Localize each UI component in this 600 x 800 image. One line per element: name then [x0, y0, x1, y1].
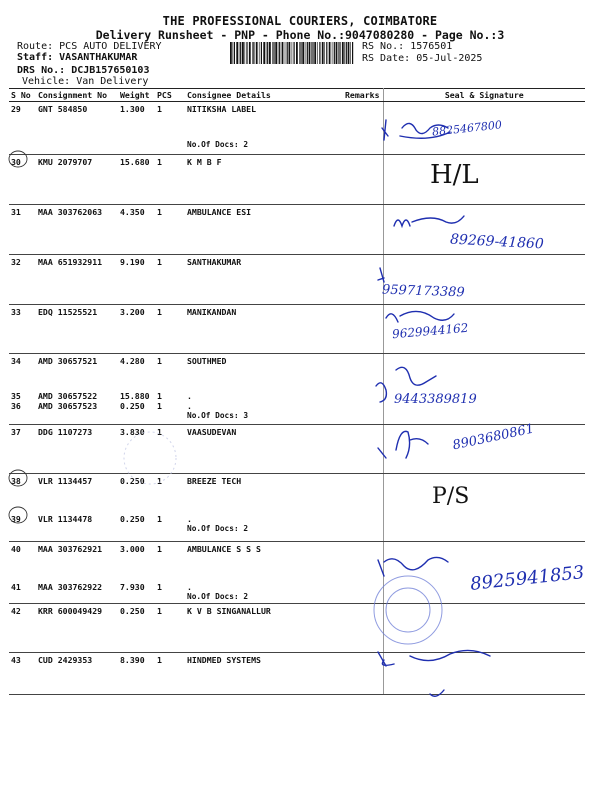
- row-remarks: [343, 354, 383, 425]
- route-label: Route:: [17, 41, 54, 52]
- row-consignment: MAA 303762063: [36, 205, 118, 255]
- barcode-bar: [324, 42, 325, 64]
- barcode-bar: [269, 42, 271, 64]
- barcode-bar: [259, 42, 260, 64]
- row-sno: 32: [9, 255, 36, 305]
- table-row: [9, 542, 585, 580]
- barcode-bar: [279, 42, 280, 64]
- handwritten-note: H/L: [430, 160, 479, 190]
- consignment-value: AMD 30657522: [38, 391, 98, 401]
- barcode-bar: [339, 42, 340, 64]
- barcode-bar: [266, 42, 267, 64]
- barcode-bar: [263, 42, 265, 64]
- consignment-value: AMD 30657521: [38, 356, 98, 366]
- table-row: [9, 255, 585, 305]
- row-seal: [383, 354, 585, 425]
- row-consignee: K M B F: [185, 155, 343, 205]
- barcode-bar: [311, 42, 312, 64]
- row-consignee: BREEZE TECH: [187, 476, 242, 486]
- row-sno: 30: [9, 155, 36, 205]
- barcode-bar: [309, 42, 311, 64]
- rs-date-line: [362, 53, 482, 64]
- row-consignee: [185, 512, 343, 542]
- pcs-value: 1: [157, 391, 162, 401]
- docs-count: No.Of Docs: 2: [187, 591, 249, 601]
- table-row: [9, 305, 585, 354]
- row-consignee: AMBULANCE ESI: [185, 205, 343, 255]
- row-seal: [383, 512, 585, 542]
- row-remarks: [343, 425, 383, 474]
- col-consignment: Consignment No: [36, 89, 118, 102]
- rs-no-line: [362, 41, 452, 52]
- barcode-bar: [253, 42, 254, 64]
- row-consignee: K V B SINGANALLUR: [185, 603, 343, 652]
- docs-count: No.Of Docs: 2: [187, 523, 249, 533]
- row-pcs: 1: [157, 476, 162, 486]
- col-sno: S No: [9, 89, 36, 102]
- row-seal: [383, 542, 585, 580]
- table-row: [9, 425, 585, 474]
- row-consignment: MAA 651932911: [36, 255, 118, 305]
- row-sno: 29: [9, 102, 36, 155]
- barcode-bar: [334, 42, 335, 64]
- barcode-bar: [285, 42, 286, 64]
- vehicle-value: Van Delivery: [76, 76, 149, 87]
- row-sno: 33: [9, 305, 36, 354]
- row-seal: [383, 474, 585, 512]
- row-weight: 7.930: [118, 580, 155, 604]
- barcode-bar: [326, 42, 327, 64]
- barcode-bar: [342, 42, 344, 64]
- table-row: [9, 580, 585, 604]
- row-sno: 41: [9, 580, 36, 604]
- barcode-bar: [246, 42, 247, 64]
- handwritten-phone: 9597173389: [381, 282, 465, 301]
- row-consignment: KRR 600049429: [36, 603, 118, 652]
- barcode-bar: [278, 42, 279, 64]
- row-remarks: [343, 155, 383, 205]
- barcode-bar: [305, 42, 306, 64]
- barcode-bar: [352, 42, 353, 64]
- row-seal: [383, 580, 585, 604]
- row-seal: [383, 305, 585, 354]
- barcode-bar: [329, 42, 331, 64]
- row-weight: 3.000: [120, 544, 145, 554]
- rs-date-label: RS Date:: [362, 53, 411, 64]
- row-sno: 39: [9, 512, 36, 542]
- row-seal: [383, 425, 585, 474]
- consignee-name: .: [187, 401, 192, 411]
- row-seal: [383, 102, 585, 155]
- table-row: [9, 652, 585, 694]
- col-remarks: Remarks: [343, 89, 383, 102]
- row-pcs: 1: [155, 512, 185, 542]
- barcode-bar: [245, 42, 246, 64]
- consignee-name: .: [187, 391, 192, 401]
- row-remarks: [343, 255, 383, 305]
- barcode-bar: [289, 42, 291, 64]
- row-consignee: VAASUDEVAN: [185, 425, 343, 474]
- barcode-bar: [292, 42, 293, 64]
- barcode-bar: [299, 42, 300, 64]
- row-remarks: [343, 652, 383, 694]
- route-value: PCS AUTO DELIVERY: [59, 41, 162, 52]
- barcode-bar: [233, 42, 234, 64]
- runsheet-title: Delivery Runsheet - PNP - Phone No.:9047080280 - Page No.:3: [95, 28, 505, 42]
- barcode-bar: [332, 42, 333, 64]
- barcode-image: [230, 42, 354, 64]
- barcode-bar: [240, 42, 241, 64]
- col-consignee: Consignee Details: [185, 89, 343, 102]
- row-weight: 4.350: [118, 205, 155, 255]
- barcode-bar: [296, 42, 298, 64]
- row-consignment: VLR 1134457: [38, 476, 93, 486]
- row-remarks: [343, 512, 383, 542]
- row-sno: [9, 354, 36, 425]
- row-consignment: CUD 2429353: [36, 652, 118, 694]
- barcode-bar: [338, 42, 339, 64]
- row-sno: 42: [9, 603, 36, 652]
- handwritten-phone: 9443389819: [394, 392, 477, 407]
- barcode-bar: [273, 42, 274, 64]
- table-row: [9, 512, 585, 542]
- barcode-bar: [236, 42, 238, 64]
- row-pcs: 1: [155, 255, 185, 305]
- barcode-bar: [234, 42, 235, 64]
- row-consignment: [36, 354, 118, 425]
- drs-line: [17, 65, 149, 76]
- barcode-bar: [287, 42, 288, 64]
- rs-no-label: RS No.:: [362, 41, 405, 52]
- row-consignee: [185, 580, 343, 604]
- row-consignee: AMBULANCE S S S: [187, 544, 261, 554]
- barcode-bar: [350, 42, 351, 64]
- row-weight: 0.250: [118, 603, 155, 652]
- row-seal: [383, 255, 585, 305]
- row-consignment: GNT 584850: [36, 102, 118, 155]
- barcode-bar: [348, 42, 350, 64]
- route-line: [17, 41, 162, 52]
- table-row: [9, 354, 585, 425]
- barcode-bar: [312, 42, 313, 64]
- col-pcs: PCS: [155, 89, 185, 102]
- consignee-name: .: [187, 581, 192, 592]
- row-consignee: HINDMED SYSTEMS: [185, 652, 343, 694]
- barcode-bar: [282, 42, 284, 64]
- handwritten-phone: 8825467800: [431, 118, 503, 139]
- consignee-name: .: [187, 513, 192, 524]
- row-consignee: SANTHAKUMAR: [185, 255, 343, 305]
- table-row: [9, 102, 585, 155]
- barcode-bar: [317, 42, 318, 64]
- row-consignment: VLR 1134478: [36, 512, 118, 542]
- row-pcs: 1: [155, 205, 185, 255]
- row-sno: 40: [11, 544, 21, 554]
- staff-value: VASANTHAKUMAR: [59, 52, 138, 63]
- row-consignee: MANIKANDAN: [185, 305, 343, 354]
- staff-line: [17, 52, 137, 63]
- consignee-name: SOUTHMED: [187, 356, 227, 366]
- row-remarks: [343, 474, 383, 512]
- row-weight: 9.190: [118, 255, 155, 305]
- row-weight: 3.200: [118, 305, 155, 354]
- barcode-bar: [336, 42, 338, 64]
- barcode-bar: [252, 42, 253, 64]
- rs-date-value: 05-Jul-2025: [416, 53, 483, 64]
- barcode-bar: [344, 42, 345, 64]
- row-consignment: EDQ 11525521: [36, 305, 118, 354]
- vehicle-label: Vehicle:: [22, 76, 71, 87]
- row-sno: 37: [9, 425, 36, 474]
- pcs-value: 1: [157, 356, 162, 366]
- row-weight: 1.300: [118, 102, 155, 155]
- row-weight: 15.680: [118, 155, 155, 205]
- table-row: [9, 603, 585, 652]
- barcode-bar: [230, 42, 232, 64]
- barcode-bar: [322, 42, 324, 64]
- barcode-bar: [314, 42, 316, 64]
- row-remarks: [343, 580, 383, 604]
- row-consignee: [185, 102, 343, 155]
- col-weight: Weight: [118, 89, 155, 102]
- company-title: THE PROFESSIONAL COURIERS, COIMBATORE: [162, 14, 438, 28]
- barcode-bar: [302, 42, 304, 64]
- row-pcs: 1: [155, 580, 185, 604]
- docs-count: No.Of Docs: 3: [187, 411, 249, 420]
- row-pcs: 1: [155, 425, 185, 474]
- sno-value: 36: [11, 401, 21, 411]
- row-pcs: 1: [155, 603, 185, 652]
- row-consignment: KMU 2079707: [36, 155, 118, 205]
- barcode-bar: [294, 42, 295, 64]
- row-pcs: 1: [157, 544, 162, 554]
- row-remarks: [343, 603, 383, 652]
- barcode-bar: [319, 42, 320, 64]
- pcs-value: 1: [157, 401, 162, 411]
- sno-value: 35: [11, 391, 21, 401]
- consignee-name: NITIKSHA LABEL: [187, 104, 257, 114]
- row-seal: [383, 205, 585, 255]
- row-consignee: [185, 354, 343, 425]
- vehicle-line: [22, 76, 148, 87]
- table-header-row: [9, 89, 585, 102]
- row-weight: 3.830: [118, 425, 155, 474]
- row-consignment: MAA 303762921: [38, 544, 103, 554]
- sno-value: 34: [11, 356, 21, 366]
- row-seal: [383, 603, 585, 652]
- weight-value: 15.880: [120, 391, 150, 401]
- barcode-bar: [307, 42, 308, 64]
- handwritten-phone: 8925941853: [469, 562, 586, 595]
- row-seal: [383, 155, 585, 205]
- drs-label: DRS No.:: [17, 65, 66, 76]
- row-pcs: 1: [155, 305, 185, 354]
- row-remarks: [343, 102, 383, 155]
- handwritten-note: P/S: [432, 484, 470, 509]
- row-remarks: [343, 305, 383, 354]
- row-consignment: DDG 1107273: [36, 425, 118, 474]
- row-sno: 38: [11, 476, 21, 486]
- barcode-bar: [242, 42, 244, 64]
- rs-no-value: 1576501: [410, 41, 453, 52]
- row-pcs: 1: [155, 155, 185, 205]
- table-row: [9, 155, 585, 205]
- row-sno: 43: [9, 652, 36, 694]
- barcode-bar: [261, 42, 262, 64]
- handwritten-phone: 8903680861: [451, 421, 536, 454]
- barcode-bar: [239, 42, 240, 64]
- row-weight: 0.250: [118, 512, 155, 542]
- row-remarks: [343, 542, 383, 580]
- col-seal: Seal & Signature: [383, 89, 585, 102]
- handwritten-phone: 9629944162: [391, 320, 469, 342]
- runsheet-table: [9, 88, 585, 695]
- row-consignment: MAA 303762922: [36, 580, 118, 604]
- barcode-bar: [275, 42, 277, 64]
- consignment-value: AMD 30657523: [38, 401, 98, 411]
- row-weight: [118, 354, 155, 425]
- drs-value: DCJB157650103: [71, 65, 150, 76]
- barcode-bar: [256, 42, 258, 64]
- row-sno: 31: [9, 205, 36, 255]
- table-row: [9, 474, 585, 512]
- row-remarks: [343, 205, 383, 255]
- row-weight: 8.390: [118, 652, 155, 694]
- weight-value: 4.280: [120, 356, 145, 366]
- table-row: [9, 205, 585, 255]
- row-pcs: 1: [155, 652, 185, 694]
- handwritten-phone: 89269-41860: [449, 231, 545, 253]
- staff-label: Staff:: [17, 52, 54, 63]
- barcode-bar: [300, 42, 301, 64]
- row-pcs: [155, 354, 185, 425]
- barcode-bar: [267, 42, 268, 64]
- docs-count: No.Of Docs: 2: [187, 140, 249, 149]
- row-seal: [383, 652, 585, 694]
- barcode-bar: [249, 42, 251, 64]
- barcode-bar: [346, 42, 347, 64]
- weight-value: 0.250: [120, 401, 145, 411]
- barcode-bar: [272, 42, 273, 64]
- row-weight: 0.250: [120, 476, 145, 486]
- row-pcs: 1: [155, 102, 185, 155]
